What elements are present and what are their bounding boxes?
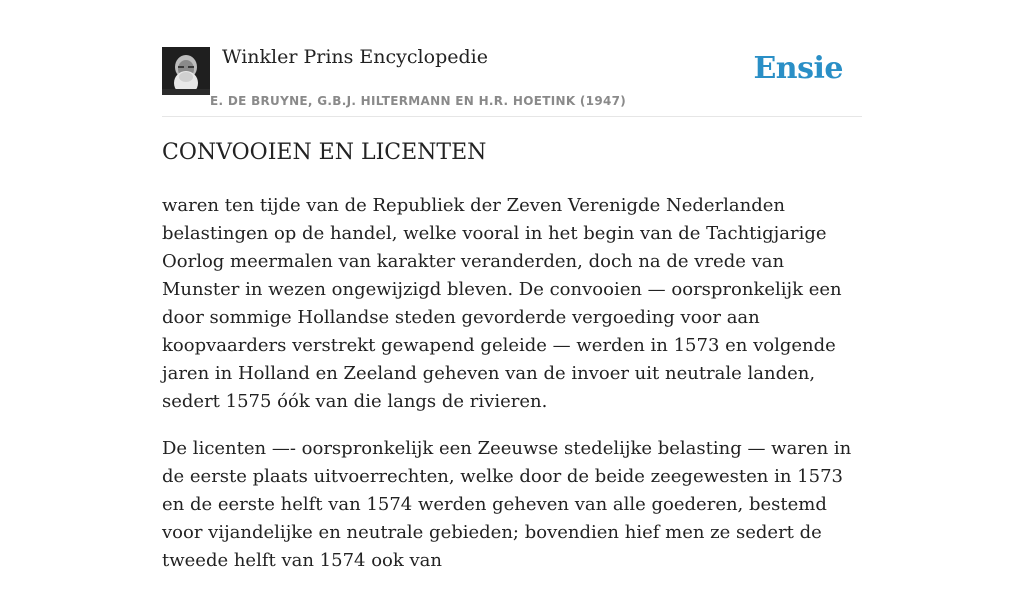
site-title[interactable]: Winkler Prins Encyclopedie: [222, 46, 488, 68]
portrait-image: [162, 47, 210, 95]
article-body: [162, 192, 862, 594]
article-title: CONVOOIEN EN LICENTEN: [162, 140, 487, 165]
author-avatar[interactable]: [162, 47, 210, 95]
header: [162, 0, 862, 117]
paragraph: De licenten —- oorspronkelijk een Zeeuwse stedelijke belasting — waren in de eerste plaats uitvoerrechten, welke door de beide zeegewesten in 1573 en de eerste helft van 1574 werden geheven van alle goederen, bestemd voor vijandelijke en neutrale gebieden; bovendien hief men ze sedert de tweede helft van 1574 ook van: [162, 438, 852, 571]
paragraph: waren ten tijde van de Republiek der Zeven Verenigde Nederlanden belastingen op de handel, welke vooral in het begin van de Tachtigjarige Oorlog meermalen van karakter veranderden, doch na de vrede van Munster in wezen ongewijzigd bleven. De convooien — oorspronkelijk een door sommige Hollandse steden gevorderde vergoeding voor aan koopvaarders verstrekt gewapend geleide — werden in 1573 en volgende jaren in Holland en Zeeland geheven van de invoer uit neutrale landen, sedert 1575 óók van die langs de rivieren.: [162, 195, 842, 412]
article-card: [162, 0, 862, 571]
authors-line: E. DE BRUYNE, G.B.J. HILTERMANN EN H.R. HOETINK (1947): [210, 94, 627, 108]
ensie-logo[interactable]: Ensie: [753, 51, 843, 86]
